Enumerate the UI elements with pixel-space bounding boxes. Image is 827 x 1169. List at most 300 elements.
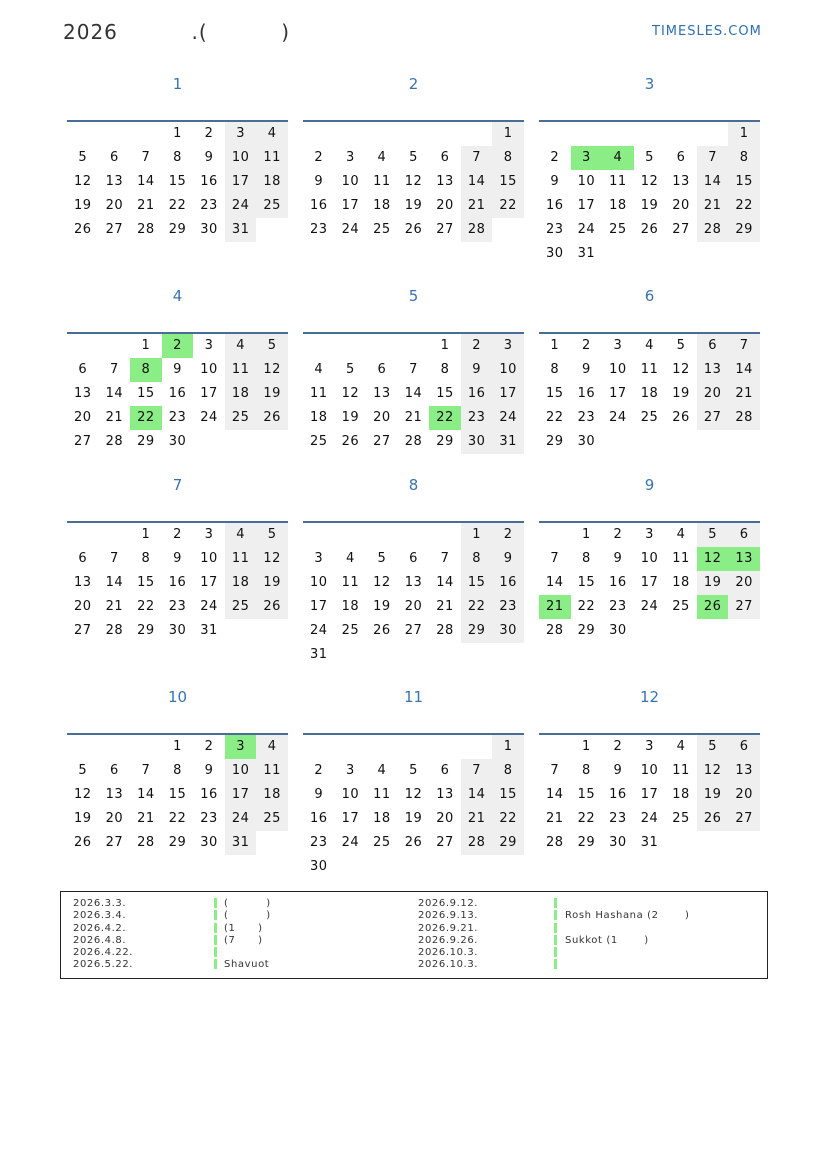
day-cell[interactable]: 28	[728, 406, 760, 430]
day-cell[interactable]: 18	[373, 811, 391, 826]
day-cell[interactable]: 22	[168, 811, 187, 826]
day-cell-holiday[interactable]: 13	[728, 547, 760, 571]
day-cell[interactable]: 10	[225, 759, 257, 783]
day-cell[interactable]: 15	[546, 386, 564, 401]
day-cell[interactable]: 27	[728, 595, 760, 619]
day-cell[interactable]: 8	[173, 150, 182, 165]
day-cell[interactable]: 28	[461, 831, 493, 855]
day-cell[interactable]: 12	[74, 174, 92, 189]
day-cell[interactable]: 31	[200, 623, 218, 638]
day-cell[interactable]: 14	[105, 575, 124, 590]
day-cell[interactable]: 6	[728, 523, 760, 547]
day-cell-holiday[interactable]: 4	[602, 146, 634, 170]
day-cell[interactable]: 15	[492, 170, 524, 194]
day-cell[interactable]: 19	[404, 811, 423, 826]
day-cell[interactable]: 30	[200, 222, 218, 237]
day-cell[interactable]: 23	[609, 599, 627, 614]
day-cell[interactable]: 4	[676, 527, 686, 542]
day-cell[interactable]: 27	[373, 434, 391, 449]
day-cell[interactable]: 4	[377, 763, 387, 778]
day-cell[interactable]: 26	[404, 835, 423, 850]
day-cell[interactable]: 13	[728, 759, 760, 783]
day-cell[interactable]: 20	[74, 599, 92, 614]
day-cell[interactable]: 10	[200, 551, 218, 566]
day-cell[interactable]: 26	[697, 807, 729, 831]
day-cell[interactable]: 17	[310, 599, 328, 614]
day-cell[interactable]: 17	[225, 170, 257, 194]
day-cell[interactable]: 27	[74, 623, 92, 638]
day-cell[interactable]: 30	[168, 623, 187, 638]
day-cell[interactable]: 26	[256, 595, 288, 619]
day-cell[interactable]: 20	[436, 198, 454, 213]
day-cell[interactable]: 14	[436, 575, 454, 590]
day-cell[interactable]: 26	[341, 434, 360, 449]
day-cell[interactable]: 19	[373, 599, 391, 614]
day-cell[interactable]: 31	[225, 831, 257, 855]
day-cell[interactable]: 19	[256, 571, 288, 595]
day-cell[interactable]: 9	[581, 362, 591, 377]
day-cell[interactable]: 6	[78, 551, 88, 566]
day-cell-holiday[interactable]: 2	[162, 334, 194, 358]
day-cell[interactable]: 5	[409, 763, 418, 778]
day-cell[interactable]: 11	[373, 174, 391, 189]
day-cell[interactable]: 26	[74, 835, 92, 850]
day-cell[interactable]: 24	[200, 410, 218, 425]
day-cell[interactable]: 3	[613, 338, 623, 353]
day-cell[interactable]: 7	[409, 362, 418, 377]
day-cell[interactable]: 18	[672, 787, 690, 802]
day-cell[interactable]: 25	[672, 599, 690, 614]
day-cell[interactable]: 28	[404, 434, 423, 449]
day-cell[interactable]: 19	[74, 811, 92, 826]
day-cell[interactable]: 30	[546, 246, 564, 261]
day-cell[interactable]: 19	[256, 382, 288, 406]
day-cell[interactable]: 11	[256, 759, 288, 783]
day-cell[interactable]: 6	[78, 362, 88, 377]
day-cell[interactable]: 12	[697, 759, 729, 783]
day-cell[interactable]: 9	[550, 174, 560, 189]
day-cell[interactable]: 31	[640, 835, 659, 850]
day-cell[interactable]: 10	[341, 174, 360, 189]
day-cell[interactable]: 19	[341, 410, 360, 425]
day-cell[interactable]: 17	[640, 787, 659, 802]
day-cell[interactable]: 25	[256, 807, 288, 831]
day-cell[interactable]: 21	[461, 194, 493, 218]
day-cell[interactable]: 20	[74, 410, 92, 425]
day-cell[interactable]: 26	[256, 406, 288, 430]
day-cell[interactable]: 18	[256, 170, 288, 194]
day-cell[interactable]: 9	[314, 787, 324, 802]
day-cell[interactable]: 25	[640, 410, 659, 425]
day-cell[interactable]: 29	[168, 835, 187, 850]
day-cell-holiday[interactable]: 8	[130, 358, 162, 382]
day-cell[interactable]: 8	[728, 146, 760, 170]
day-cell[interactable]: 24	[640, 811, 659, 826]
day-cell[interactable]: 1	[141, 338, 151, 353]
day-cell[interactable]: 3	[492, 334, 524, 358]
day-cell[interactable]: 16	[546, 198, 564, 213]
day-cell[interactable]: 21	[137, 198, 155, 213]
day-cell[interactable]: 28	[436, 623, 454, 638]
day-cell[interactable]: 20	[697, 382, 729, 406]
day-cell[interactable]: 25	[341, 623, 360, 638]
day-cell[interactable]: 8	[581, 551, 591, 566]
day-cell[interactable]: 7	[440, 551, 450, 566]
day-cell[interactable]: 22	[577, 599, 596, 614]
day-cell[interactable]: 15	[728, 170, 760, 194]
day-cell[interactable]: 11	[341, 575, 360, 590]
day-cell[interactable]: 6	[440, 763, 450, 778]
day-cell[interactable]: 5	[345, 362, 355, 377]
day-cell[interactable]: 28	[546, 835, 564, 850]
day-cell[interactable]: 2	[173, 527, 182, 542]
day-cell[interactable]: 4	[256, 122, 288, 146]
day-cell[interactable]: 9	[461, 358, 493, 382]
day-cell[interactable]: 21	[461, 807, 493, 831]
day-cell[interactable]: 8	[461, 547, 493, 571]
day-cell[interactable]: 29	[728, 218, 760, 242]
day-cell[interactable]: 11	[672, 551, 690, 566]
day-cell[interactable]: 3	[314, 551, 324, 566]
day-cell[interactable]: 13	[436, 787, 454, 802]
day-cell[interactable]: 13	[74, 575, 92, 590]
day-cell[interactable]: 7	[550, 763, 560, 778]
day-cell[interactable]: 21	[546, 811, 564, 826]
day-cell[interactable]: 6	[697, 334, 729, 358]
day-cell[interactable]: 10	[200, 362, 218, 377]
day-cell[interactable]: 29	[577, 835, 596, 850]
day-cell[interactable]: 5	[256, 523, 288, 547]
day-cell[interactable]: 21	[697, 194, 729, 218]
day-cell[interactable]: 6	[377, 362, 387, 377]
day-cell[interactable]: 5	[645, 150, 654, 165]
day-cell[interactable]: 30	[168, 434, 187, 449]
day-cell[interactable]: 19	[697, 783, 729, 807]
day-cell[interactable]: 29	[577, 623, 596, 638]
day-cell[interactable]: 12	[256, 358, 288, 382]
day-cell[interactable]: 4	[314, 362, 324, 377]
day-cell[interactable]: 26	[404, 222, 423, 237]
day-cell[interactable]: 30	[609, 623, 627, 638]
day-cell[interactable]: 7	[461, 759, 493, 783]
day-cell[interactable]: 18	[373, 198, 391, 213]
day-cell[interactable]: 1	[550, 338, 560, 353]
day-cell[interactable]: 16	[310, 811, 328, 826]
day-cell[interactable]: 11	[373, 787, 391, 802]
day-cell[interactable]: 17	[577, 198, 596, 213]
day-cell[interactable]: 17	[609, 386, 627, 401]
day-cell[interactable]: 1	[492, 735, 524, 759]
day-cell[interactable]: 18	[341, 599, 360, 614]
day-cell[interactable]: 10	[640, 763, 659, 778]
day-cell[interactable]: 22	[137, 599, 155, 614]
day-cell[interactable]: 1	[141, 527, 151, 542]
day-cell[interactable]: 18	[310, 410, 328, 425]
day-cell[interactable]: 19	[404, 198, 423, 213]
day-cell[interactable]: 14	[461, 783, 493, 807]
day-cell[interactable]: 13	[74, 386, 92, 401]
day-cell[interactable]: 17	[341, 811, 360, 826]
day-cell[interactable]: 10	[577, 174, 596, 189]
day-cell[interactable]: 20	[672, 198, 690, 213]
day-cell[interactable]: 2	[204, 739, 214, 754]
day-cell[interactable]: 12	[640, 174, 659, 189]
day-cell[interactable]: 18	[256, 783, 288, 807]
day-cell[interactable]: 30	[577, 434, 596, 449]
day-cell[interactable]: 3	[204, 527, 214, 542]
day-cell[interactable]: 23	[577, 410, 596, 425]
day-cell[interactable]: 1	[492, 122, 524, 146]
day-cell[interactable]: 16	[310, 198, 328, 213]
day-cell[interactable]: 5	[697, 523, 729, 547]
day-cell[interactable]: 23	[168, 599, 187, 614]
day-cell[interactable]: 5	[697, 735, 729, 759]
day-cell-holiday[interactable]: 3	[571, 146, 603, 170]
day-cell[interactable]: 16	[577, 386, 596, 401]
day-cell[interactable]: 17	[200, 575, 218, 590]
day-cell[interactable]: 8	[581, 763, 591, 778]
day-cell[interactable]: 28	[546, 623, 564, 638]
day-cell[interactable]: 13	[373, 386, 391, 401]
day-cell[interactable]: 4	[676, 739, 686, 754]
day-cell[interactable]: 16	[609, 575, 627, 590]
day-cell[interactable]: 9	[204, 763, 214, 778]
day-cell[interactable]: 21	[105, 410, 124, 425]
day-cell-holiday[interactable]: 21	[539, 595, 571, 619]
day-cell[interactable]: 24	[310, 623, 328, 638]
day-cell[interactable]: 10	[492, 358, 524, 382]
day-cell[interactable]: 7	[109, 362, 119, 377]
day-cell[interactable]: 24	[609, 410, 627, 425]
day-cell[interactable]: 25	[609, 222, 627, 237]
day-cell[interactable]: 3	[645, 739, 654, 754]
day-cell[interactable]: 29	[461, 619, 493, 643]
day-cell[interactable]: 27	[728, 807, 760, 831]
day-cell[interactable]: 2	[461, 334, 493, 358]
day-cell[interactable]: 3	[225, 122, 257, 146]
day-cell[interactable]: 18	[640, 386, 659, 401]
day-cell[interactable]: 30	[310, 859, 328, 874]
day-cell[interactable]: 7	[461, 146, 493, 170]
day-cell-holiday[interactable]: 26	[697, 595, 729, 619]
day-cell[interactable]: 4	[256, 735, 288, 759]
day-cell[interactable]: 24	[225, 194, 257, 218]
day-cell[interactable]: 23	[546, 222, 564, 237]
day-cell[interactable]: 16	[461, 382, 493, 406]
day-cell[interactable]: 2	[204, 126, 214, 141]
day-cell[interactable]: 8	[173, 763, 182, 778]
day-cell[interactable]: 16	[609, 787, 627, 802]
day-cell[interactable]: 27	[105, 835, 124, 850]
day-cell[interactable]: 27	[672, 222, 690, 237]
day-cell-holiday[interactable]: 12	[697, 547, 729, 571]
day-cell[interactable]: 14	[697, 170, 729, 194]
day-cell[interactable]: 25	[373, 222, 391, 237]
day-cell[interactable]: 18	[609, 198, 627, 213]
day-cell[interactable]: 15	[461, 571, 493, 595]
day-cell[interactable]: 23	[492, 595, 524, 619]
day-cell[interactable]: 10	[341, 787, 360, 802]
day-cell[interactable]: 3	[645, 527, 654, 542]
day-cell[interactable]: 6	[409, 551, 418, 566]
day-cell[interactable]: 9	[492, 547, 524, 571]
day-cell[interactable]: 5	[676, 338, 686, 353]
day-cell[interactable]: 29	[546, 434, 564, 449]
site-logo[interactable]: TIMESLES.COM	[652, 24, 762, 39]
day-cell[interactable]: 22	[728, 194, 760, 218]
day-cell[interactable]: 1	[173, 126, 182, 141]
day-cell[interactable]: 27	[105, 222, 124, 237]
day-cell[interactable]: 16	[492, 571, 524, 595]
day-cell[interactable]: 7	[109, 551, 119, 566]
day-cell[interactable]: 9	[613, 763, 623, 778]
day-cell[interactable]: 10	[225, 146, 257, 170]
day-cell[interactable]: 6	[728, 735, 760, 759]
day-cell[interactable]: 31	[577, 246, 596, 261]
day-cell[interactable]: 11	[672, 763, 690, 778]
day-cell[interactable]: 8	[550, 362, 560, 377]
day-cell[interactable]: 18	[225, 382, 257, 406]
day-cell[interactable]: 19	[672, 386, 690, 401]
day-cell[interactable]: 4	[225, 523, 257, 547]
day-cell[interactable]: 21	[105, 599, 124, 614]
day-cell[interactable]: 26	[672, 410, 690, 425]
day-cell[interactable]: 26	[640, 222, 659, 237]
day-cell[interactable]: 7	[141, 150, 151, 165]
day-cell[interactable]: 13	[697, 358, 729, 382]
day-cell[interactable]: 6	[440, 150, 450, 165]
day-cell[interactable]: 19	[640, 198, 659, 213]
day-cell[interactable]: 12	[672, 362, 690, 377]
day-cell[interactable]: 26	[74, 222, 92, 237]
day-cell[interactable]: 5	[78, 763, 88, 778]
day-cell[interactable]: 26	[373, 623, 391, 638]
day-cell[interactable]: 2	[492, 523, 524, 547]
day-cell[interactable]: 28	[105, 623, 124, 638]
day-cell[interactable]: 1	[173, 739, 182, 754]
day-cell[interactable]: 22	[492, 807, 524, 831]
day-cell[interactable]: 18	[225, 571, 257, 595]
day-cell[interactable]: 14	[137, 787, 155, 802]
day-cell[interactable]: 25	[225, 595, 257, 619]
day-cell[interactable]: 14	[546, 787, 564, 802]
day-cell[interactable]: 13	[105, 174, 124, 189]
day-cell[interactable]: 11	[225, 358, 257, 382]
day-cell[interactable]: 15	[577, 575, 596, 590]
day-cell[interactable]: 29	[492, 831, 524, 855]
day-cell[interactable]: 9	[173, 551, 182, 566]
day-cell[interactable]: 16	[168, 386, 187, 401]
day-cell[interactable]: 31	[492, 430, 524, 454]
day-cell[interactable]: 4	[345, 551, 355, 566]
day-cell-holiday[interactable]: 3	[225, 735, 257, 759]
day-cell[interactable]: 20	[105, 198, 124, 213]
day-cell[interactable]: 31	[310, 647, 328, 662]
day-cell[interactable]: 7	[697, 146, 729, 170]
day-cell[interactable]: 13	[436, 174, 454, 189]
day-cell[interactable]: 25	[256, 194, 288, 218]
day-cell[interactable]: 12	[404, 787, 423, 802]
day-cell[interactable]: 15	[168, 787, 187, 802]
day-cell[interactable]: 29	[137, 434, 155, 449]
day-cell[interactable]: 5	[409, 150, 418, 165]
day-cell[interactable]: 24	[341, 222, 360, 237]
day-cell[interactable]: 12	[256, 547, 288, 571]
day-cell[interactable]: 1	[728, 122, 760, 146]
day-cell[interactable]: 16	[168, 575, 187, 590]
day-cell[interactable]: 23	[609, 811, 627, 826]
day-cell[interactable]: 17	[341, 198, 360, 213]
day-cell[interactable]: 28	[137, 835, 155, 850]
day-cell[interactable]: 24	[200, 599, 218, 614]
day-cell[interactable]: 13	[672, 174, 690, 189]
day-cell[interactable]: 16	[200, 787, 218, 802]
day-cell[interactable]: 4	[645, 338, 654, 353]
day-cell[interactable]: 30	[461, 430, 493, 454]
day-cell[interactable]: 22	[546, 410, 564, 425]
day-cell[interactable]: 12	[373, 575, 391, 590]
day-cell[interactable]: 9	[173, 362, 182, 377]
day-cell[interactable]: 9	[314, 174, 324, 189]
day-cell[interactable]: 22	[168, 198, 187, 213]
day-cell[interactable]: 6	[676, 150, 686, 165]
day-cell[interactable]: 2	[613, 527, 623, 542]
day-cell[interactable]: 5	[78, 150, 88, 165]
day-cell[interactable]: 19	[74, 198, 92, 213]
day-cell[interactable]: 27	[697, 406, 729, 430]
day-cell[interactable]: 10	[609, 362, 627, 377]
day-cell[interactable]: 24	[492, 406, 524, 430]
day-cell[interactable]: 28	[105, 434, 124, 449]
day-cell[interactable]: 1	[461, 523, 493, 547]
day-cell[interactable]: 15	[436, 386, 454, 401]
day-cell[interactable]: 3	[345, 763, 355, 778]
day-cell[interactable]: 25	[373, 835, 391, 850]
day-cell[interactable]: 2	[314, 150, 324, 165]
day-cell[interactable]: 25	[225, 406, 257, 430]
day-cell[interactable]: 2	[581, 338, 591, 353]
day-cell[interactable]: 27	[404, 623, 423, 638]
day-cell[interactable]: 6	[109, 150, 119, 165]
day-cell[interactable]: 12	[404, 174, 423, 189]
day-cell[interactable]: 7	[728, 334, 760, 358]
day-cell[interactable]: 24	[577, 222, 596, 237]
day-cell[interactable]: 15	[492, 783, 524, 807]
day-cell[interactable]: 5	[256, 334, 288, 358]
day-cell[interactable]: 23	[461, 406, 493, 430]
day-cell[interactable]: 5	[377, 551, 387, 566]
day-cell[interactable]: 10	[640, 551, 659, 566]
day-cell[interactable]: 28	[697, 218, 729, 242]
day-cell[interactable]: 21	[436, 599, 454, 614]
day-cell-holiday[interactable]: 22	[130, 406, 162, 430]
day-cell[interactable]: 21	[728, 382, 760, 406]
day-cell[interactable]: 9	[204, 150, 214, 165]
day-cell[interactable]: 14	[728, 358, 760, 382]
day-cell[interactable]: 17	[225, 783, 257, 807]
day-cell[interactable]: 17	[200, 386, 218, 401]
day-cell[interactable]: 20	[728, 783, 760, 807]
day-cell[interactable]: 20	[728, 571, 760, 595]
day-cell[interactable]: 8	[141, 551, 151, 566]
day-cell[interactable]: 14	[404, 386, 423, 401]
day-cell[interactable]: 18	[672, 575, 690, 590]
day-cell[interactable]: 20	[436, 811, 454, 826]
day-cell[interactable]: 3	[204, 338, 214, 353]
day-cell[interactable]: 29	[168, 222, 187, 237]
day-cell[interactable]: 12	[341, 386, 360, 401]
day-cell[interactable]: 11	[609, 174, 627, 189]
